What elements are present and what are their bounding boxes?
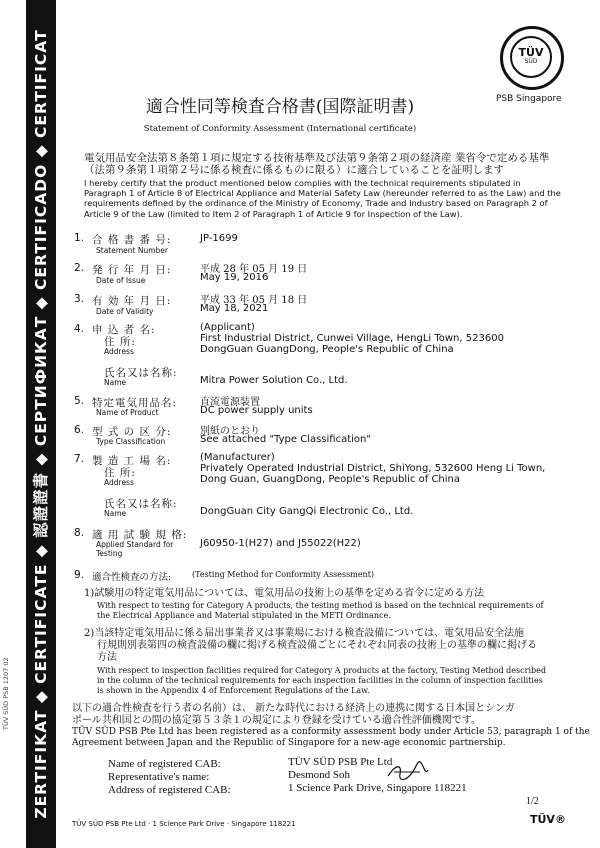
- item-number: 9.: [74, 569, 85, 581]
- method-2-jp-line-1: 2)当該特定電気用品に係る届出事業者又は事業場における検査設備については、電気用品安全法施: [84, 628, 525, 639]
- logo-caption: PSB Singapore: [496, 94, 562, 104]
- logo-bottom-text: SÜD: [524, 58, 538, 65]
- signature-icon: [386, 760, 430, 782]
- method-1-en-line-1: With respect to testing for Category A products, the testing method is based on the technical requirements of: [97, 601, 544, 610]
- manufacturer-address-label-en: Address: [104, 478, 134, 487]
- testing-method-label-en: (Testing Method for Conformity Assessment): [192, 570, 375, 579]
- closing-en-line-2: Agreement between Japan and the Republic of Singapore for a new-age economic partnership.: [72, 738, 506, 748]
- statement-number-label-en: Statement Number: [96, 246, 168, 255]
- statement-number-label-jp: 合 格 書 番 号:: [92, 234, 172, 246]
- cab-address-value: 1 Science Park Drive, Singapore 118221: [288, 782, 467, 794]
- type-classification-value: See attached "Type Classification": [200, 434, 371, 445]
- product-name-value: DC power supply units: [200, 405, 313, 416]
- manufacturer-name-value: DongGuan City GangQi Electronic Co., Ltd.: [200, 506, 414, 517]
- product-name-label-jp: 特定電気用品名:: [92, 397, 178, 409]
- applicant-name-label-jp: 氏名又は名称:: [104, 367, 178, 379]
- method-2-jp-line-2: 行規則別表第四の検査設備の欄に掲げる検査設備ごとにそれぞれ同表の技術上の基準の欄に掲げる: [97, 640, 537, 651]
- document-title: 適合性同等検査合格書(国際証明書): [145, 97, 415, 117]
- closing-en-line-1: TÜV SÜD PSB Pte Ltd has been registered as a conformity assessment body under Article 53, paragraph 1 of the: [72, 727, 590, 737]
- closing-jp-line-2: ポール共和国との間の協定第５３条１の規定により登録を受けている適合性評価機関です。: [72, 715, 481, 726]
- date-of-validity-value: May 18, 2021: [200, 303, 269, 314]
- footer-text: TÜV SÜD PSB Pte Ltd · 1 Science Park Drive · Singapore 118221: [72, 820, 296, 828]
- applicant-address-line-1: First Industrial District, Cunwei Village, HengLi Town, 523600: [200, 333, 504, 344]
- cab-name-value: TÜV SÜD PSB Pte Ltd: [288, 756, 393, 768]
- cab-representative-value: Desmond Soh: [288, 769, 351, 781]
- certificate-sidebar-band: [26, 0, 56, 848]
- statement-number-value: JP-1699: [200, 233, 238, 244]
- logo-top-text: TÜV: [518, 46, 544, 59]
- applicant-label-jp: 申 込 者 名:: [92, 324, 156, 336]
- applicant-address-line-2: DongGuan GuangDong, People's Republic of China: [200, 344, 454, 355]
- manufacturer-head: (Manufacturer): [200, 452, 275, 463]
- address-label-jp: 住 所:: [104, 336, 136, 348]
- sidebar-text: ZERTIFIKAT ◆ CERTIFICATE ◆ 認證證書 ◆ СЕРТИФИКАТ ◆ CERTIFICADO ◆ CERTIFICAT: [32, 29, 50, 819]
- method-2-jp-line-3: 方法: [97, 652, 117, 663]
- date-of-issue-value-jp: 平成 28 年 05 月 19 日: [200, 264, 308, 275]
- method-2-en-line-3: is shown in the Appendix 4 of Enforcement Regulations of the Law.: [97, 686, 370, 695]
- manufacturer-name-label-jp: 氏名又は名称:: [104, 498, 178, 510]
- method-1-en-line-2: the Electrical Appliance and Material stipulated in the METI Ordinance.: [97, 611, 391, 620]
- item-number: 8.: [74, 527, 85, 539]
- cab-name-label: Name of registered CAB:: [108, 758, 221, 770]
- manufacturer-address-line-1: Privately Operated Industrial District, ShiYong, 532600 Heng Li Town,: [200, 463, 546, 474]
- item-number: 5.: [74, 395, 85, 407]
- tuv-sud-logo-icon: [500, 26, 564, 90]
- item-number: 1.: [74, 232, 85, 244]
- cab-address-label: Address of registered CAB:: [108, 784, 231, 796]
- intro-japanese: 電気用品安全法第８条第１項に規定する技術基準及び法第９条第２項の経済産 業省令で定める基準（法第９条第１項第２号に係る検査に係るものに限る）に適合していることを証明します: [84, 152, 550, 176]
- date-of-validity-label-jp: 有 効 年 月 日:: [92, 295, 172, 307]
- item-number: 6.: [74, 424, 85, 436]
- item-number: 4.: [74, 323, 85, 335]
- method-1-jp: 1)試験用の特定電気用品については、電気用品の技術上の基準を定める省令に定める方法: [84, 588, 485, 599]
- item-number: 7.: [74, 453, 85, 465]
- type-classification-label-jp: 型 式 の 区 分:: [92, 426, 172, 438]
- applied-standard-label-jp: 適 用 試 験 規 格:: [92, 529, 188, 541]
- type-classification-value-jp: 別紙のとおり: [200, 426, 260, 437]
- method-2-en-line-2: in the column of the technical requirements for each inspection facilities in the column of inspection facilities: [97, 676, 543, 685]
- applicant-name-label-en: Name: [104, 378, 127, 387]
- manufacturer-name-label-en: Name: [104, 509, 127, 518]
- date-of-validity-label-en: Date of Validity: [96, 307, 154, 316]
- cab-representative-label: Representative's name:: [108, 771, 210, 783]
- manufacturer-address-line-2: Dong Guan, GuangDong, People's Republic of China: [200, 474, 461, 485]
- address-label-en: Address: [104, 347, 134, 356]
- item-number: 2.: [74, 262, 85, 274]
- product-name-label-en: Name of Product: [96, 408, 159, 417]
- item-number: 3.: [74, 293, 85, 305]
- side-reference: TÜV SÜD PSB 1207 02: [2, 657, 10, 730]
- manufacturer-address-label-jp: 住 所:: [104, 467, 136, 479]
- applicant-name-value: Mitra Power Solution Co., Ltd.: [200, 375, 348, 386]
- method-2-en-line-1: With respect to inspection facilities required for Category A products at the factory, Testing Method described: [97, 666, 546, 675]
- date-of-issue-value: May 19, 2016: [200, 272, 269, 283]
- product-name-value-jp: 直流電源装置: [200, 397, 260, 408]
- document-subtitle: Statement of Conformity Assessment (International certificate): [143, 124, 417, 134]
- applied-standard-value: J60950-1(H27) and J55022(H22): [200, 538, 361, 549]
- type-classification-label-en: Type Classification: [96, 437, 166, 446]
- applicant-head: (Applicant): [200, 322, 255, 333]
- applied-standard-label-en-2: Testing: [96, 549, 123, 558]
- date-of-issue-label-en: Date of Issue: [96, 276, 146, 285]
- footer-logo-icon: TÜV®: [530, 813, 566, 826]
- applied-standard-label-en-1: Applied Standard for: [96, 540, 174, 549]
- page-number: 1/2: [526, 796, 539, 807]
- manufacturer-label-jp: 製 造 工 場 名:: [92, 455, 172, 467]
- date-of-validity-value-jp: 平成 33 年 05 月 18 日: [200, 295, 308, 306]
- date-of-issue-label-jp: 発 行 年 月 日:: [92, 264, 172, 276]
- closing-jp-line-1: 以下の適合性検査を行う者の名前）は、 新たな時代における経済上の連携に関する日本国とシンガ: [72, 703, 515, 714]
- testing-method-label-jp: 適合性検査の方法:: [92, 572, 172, 583]
- intro-english: I hereby certify that the product mentioned below complies with the technical requirements stipulated in Paragraph 1 of Article 8 of Electrical Appliance and Material Safety Law (hereunder referred to as the Law) and the requirements defined by the ordinance of the Ministry of Economy, Trade and Industry based on Paragraph 2 of Article 9 of the Law (limited to Item 2 of Paragraph 1 of Article 9 for Inspection of the Law).: [84, 178, 561, 219]
